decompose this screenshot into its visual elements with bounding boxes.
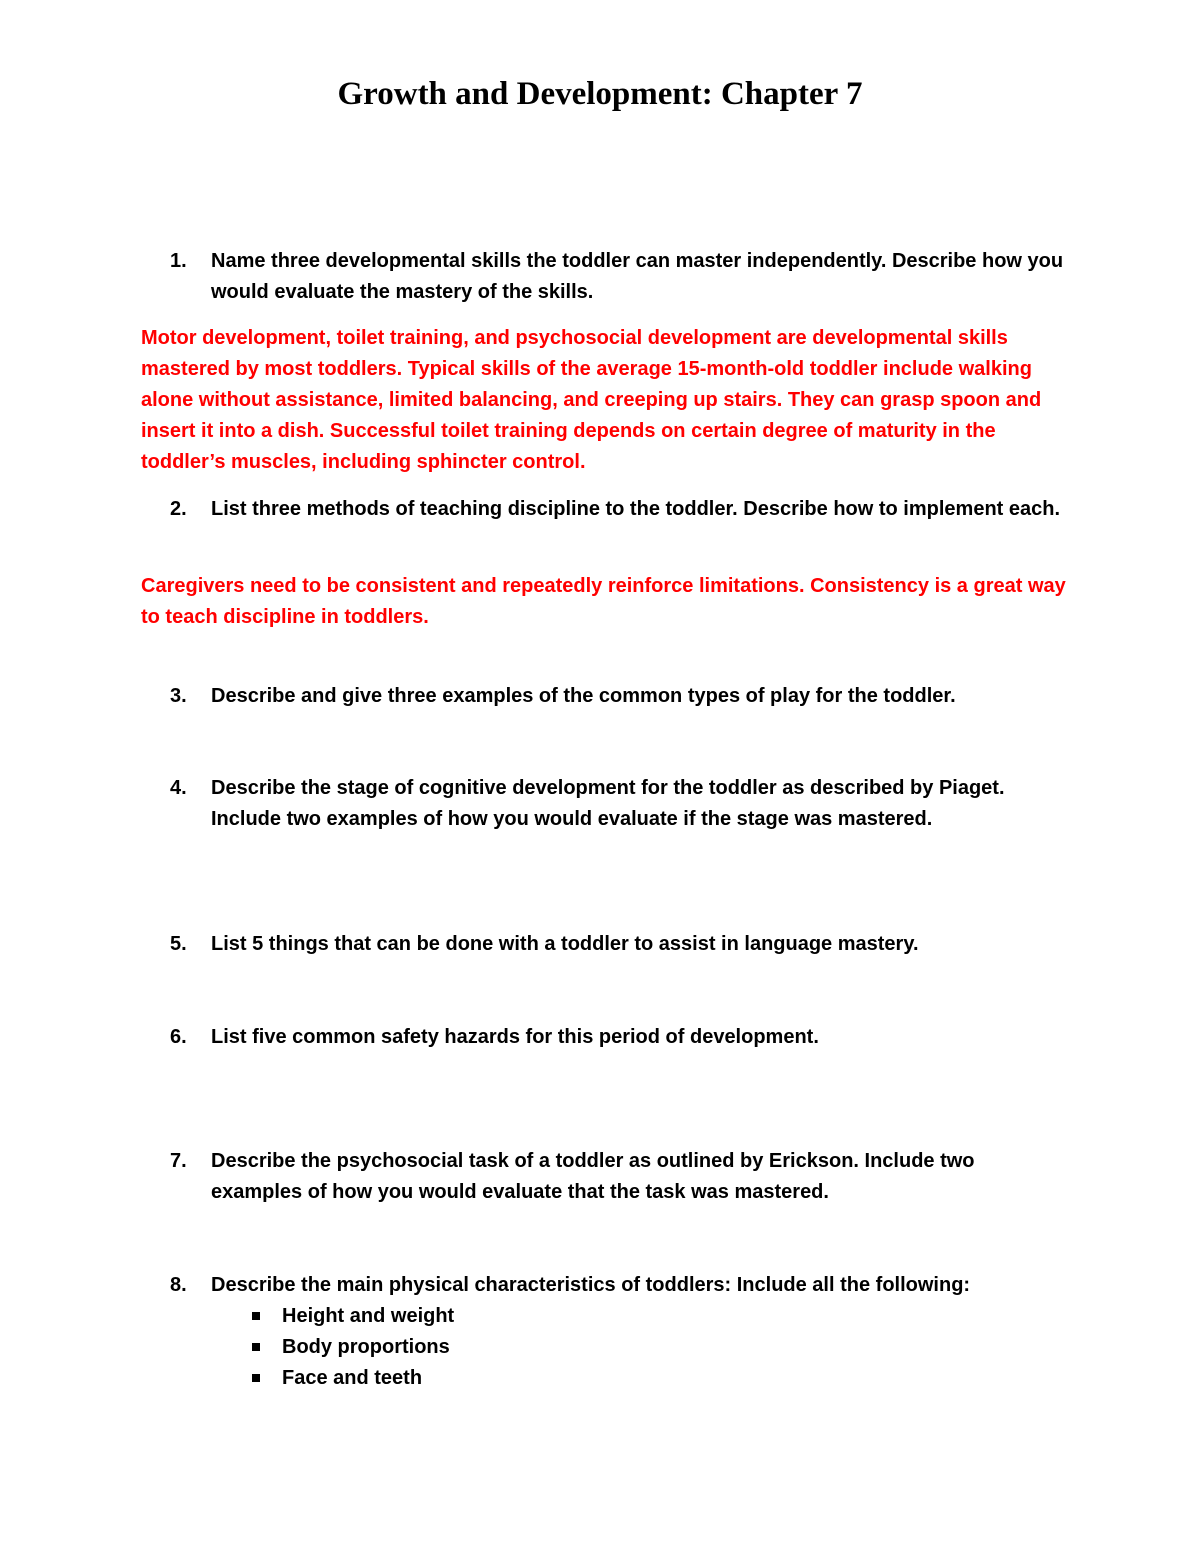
question-1 bbox=[170, 246, 1070, 308]
question-4 bbox=[170, 773, 1070, 835]
question-2 bbox=[170, 494, 1070, 525]
question-number: 2. bbox=[170, 498, 187, 520]
question-7 bbox=[170, 1146, 1070, 1208]
question-text: Describe the stage of cognitive development for the toddler as described by Piaget. Include two examples of how you would evaluate if the stage was mastered. bbox=[211, 777, 1005, 830]
question-5 bbox=[170, 929, 1070, 960]
list-item bbox=[246, 1301, 454, 1332]
square-bullet-icon bbox=[252, 1343, 260, 1351]
list-item-text: Body proportions bbox=[282, 1336, 450, 1358]
question-number: 7. bbox=[170, 1150, 187, 1172]
question-number: 6. bbox=[170, 1026, 187, 1048]
question-number: 8. bbox=[170, 1274, 187, 1296]
list-item-text: Face and teeth bbox=[282, 1367, 423, 1389]
answer-1: Motor development, toilet training, and psychosocial development are developmental skills mastered by most toddlers. Typical skills of the average 15-month-old toddler include walking alone without assistance, limited balancing, and creeping up stairs. They can grasp spoon and insert it into a dish. Successful toilet training depends on certain degree of maturity in the toddler’s muscles, including sphincter control. bbox=[141, 327, 1042, 473]
square-bullet-icon bbox=[252, 1374, 260, 1382]
question-number: 1. bbox=[170, 250, 187, 272]
list-item bbox=[246, 1332, 454, 1363]
question-text: Describe the psychosocial task of a toddler as outlined by Erickson. Include two examples of how you would evaluate that the task was mastered. bbox=[211, 1150, 975, 1203]
question-text: Describe the main physical characteristics of toddlers: Include all the following: bbox=[211, 1274, 971, 1296]
list-item bbox=[246, 1363, 454, 1394]
question-8 bbox=[170, 1270, 1070, 1301]
question-text: Name three developmental skills the toddler can master independently. Describe how you would evaluate the mastery of the skills. bbox=[211, 250, 1064, 303]
question-3 bbox=[170, 681, 1070, 712]
question-number: 4. bbox=[170, 777, 187, 799]
square-bullet-icon bbox=[252, 1312, 260, 1320]
question-text: List 5 things that can be done with a toddler to assist in language mastery. bbox=[211, 933, 919, 955]
question-number: 5. bbox=[170, 933, 187, 955]
question-text: List five common safety hazards for this period of development. bbox=[211, 1026, 819, 1048]
list-item-text: Height and weight bbox=[282, 1305, 455, 1327]
question-number: 3. bbox=[170, 685, 187, 707]
question-text: Describe and give three examples of the common types of play for the toddler. bbox=[211, 685, 956, 707]
question-text: List three methods of teaching discipline to the toddler. Describe how to implement each. bbox=[211, 498, 1061, 520]
question-6 bbox=[170, 1022, 1070, 1053]
answer-2: Caregivers need to be consistent and repeatedly reinforce limitations. Consistency is a great way to teach discipline in toddlers. bbox=[141, 575, 1066, 628]
document-title: Growth and Development: Chapter 7 bbox=[337, 76, 863, 112]
characteristics-list bbox=[246, 1301, 454, 1394]
